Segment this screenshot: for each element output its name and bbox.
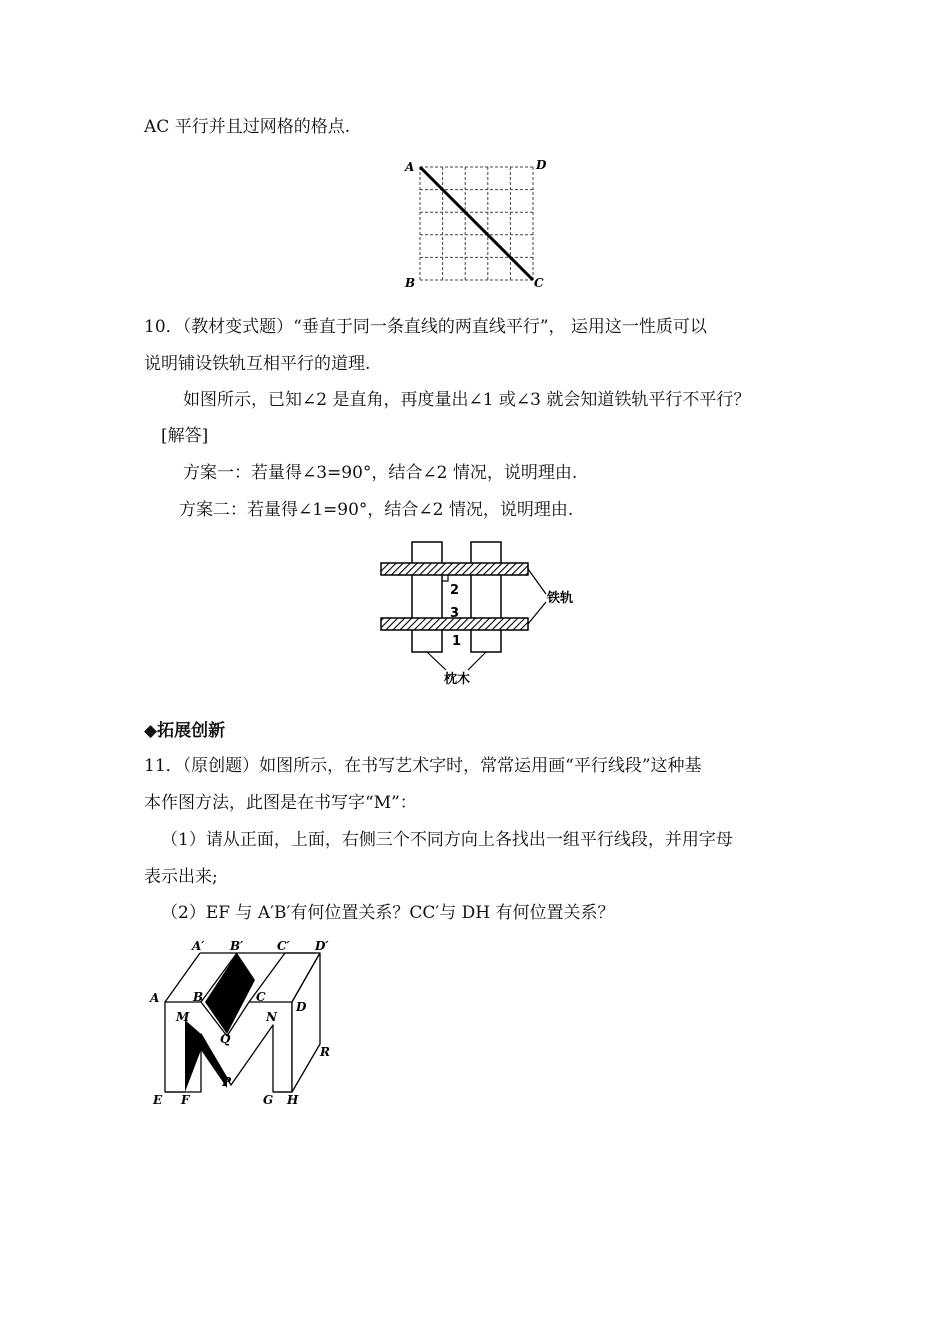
label-bp: B′: [230, 939, 244, 953]
q10-line1: 10．（教材变式题）“垂直于同一条直线的两直线平行”， 运用这一性质可以: [144, 317, 707, 337]
angle-3-label: 3: [450, 606, 460, 621]
label-f: F: [181, 1093, 190, 1107]
sleeper-left: [412, 542, 442, 652]
q11-line5: （2）EF 与 A′B′有何位置关系？CC′与 DH 有何位置关系？: [161, 903, 615, 923]
q10-plan1: 方案一：若量得∠3=90°，结合∠2 情况，说明理由.: [183, 463, 578, 483]
rail-figure: [378, 538, 598, 688]
q10-line2: 说明铺设铁轨互相平行的道理.: [144, 354, 371, 374]
label-m: M: [176, 1010, 190, 1024]
diagonal-ac: [420, 167, 533, 280]
q10-plan2: 方案二：若量得∠1=90°，结合∠2 情况，说明理由.: [179, 500, 574, 520]
label-b: B: [405, 276, 416, 290]
q10-line3: 如图所示，已知∠2 是直角，再度量出∠1 或∠3 就会知道铁轨平行不平行？: [183, 390, 751, 410]
right-angle-mark: [442, 575, 448, 581]
label-a: A: [150, 991, 160, 1005]
grid-figure: [400, 155, 550, 295]
rail-leader-bottom: [528, 602, 546, 624]
label-cp: C′: [277, 939, 290, 953]
label-b: B: [193, 990, 204, 1004]
rail-top: [381, 563, 528, 575]
edge-c-cp: [249, 953, 285, 1002]
label-c: C: [534, 276, 544, 290]
label-n: N: [266, 1010, 277, 1024]
sleeper-leader-left: [427, 652, 446, 670]
label-r: R: [320, 1045, 330, 1059]
m-figure: [145, 940, 345, 1110]
label-ap: A′: [192, 939, 205, 953]
label-d: D: [296, 1000, 307, 1014]
intro-line: AC 平行并且过网格的格点.: [144, 117, 351, 137]
label-g: G: [263, 1093, 274, 1107]
label-p: P: [222, 1075, 232, 1089]
q11-line2: 本作图方法，此图是在书写字“M”：: [144, 793, 417, 813]
q11-line1: 11．（原创题）如图所示，在书写艺术字时，常常运用画“平行线段”这种基: [144, 756, 702, 776]
m-right-side: [292, 953, 320, 1092]
angle-1-label: 1: [452, 634, 462, 649]
label-a: A: [405, 160, 415, 174]
sleeper-right: [471, 542, 501, 652]
label-h: H: [287, 1093, 299, 1107]
label-d: D: [536, 158, 547, 172]
label-dp: D′: [315, 939, 329, 953]
q10-answer-label: [解答]: [161, 426, 209, 446]
label-q: Q: [220, 1032, 231, 1046]
sleeper-label: 枕木: [444, 672, 471, 687]
label-c: C: [256, 990, 266, 1004]
label-e: E: [153, 1093, 163, 1107]
sleeper-leader-right: [468, 652, 486, 670]
rail-label: 铁轨: [547, 591, 574, 606]
rail-leader-top: [528, 569, 546, 594]
q11-line3: （1）请从正面，上面，右侧三个不同方向上各找出一组平行线段，并用字母: [161, 830, 733, 850]
angle-2-label: 2: [450, 583, 460, 598]
q11-line4: 表示出来;: [144, 867, 218, 887]
section-title: ◆拓展创新: [144, 721, 226, 741]
